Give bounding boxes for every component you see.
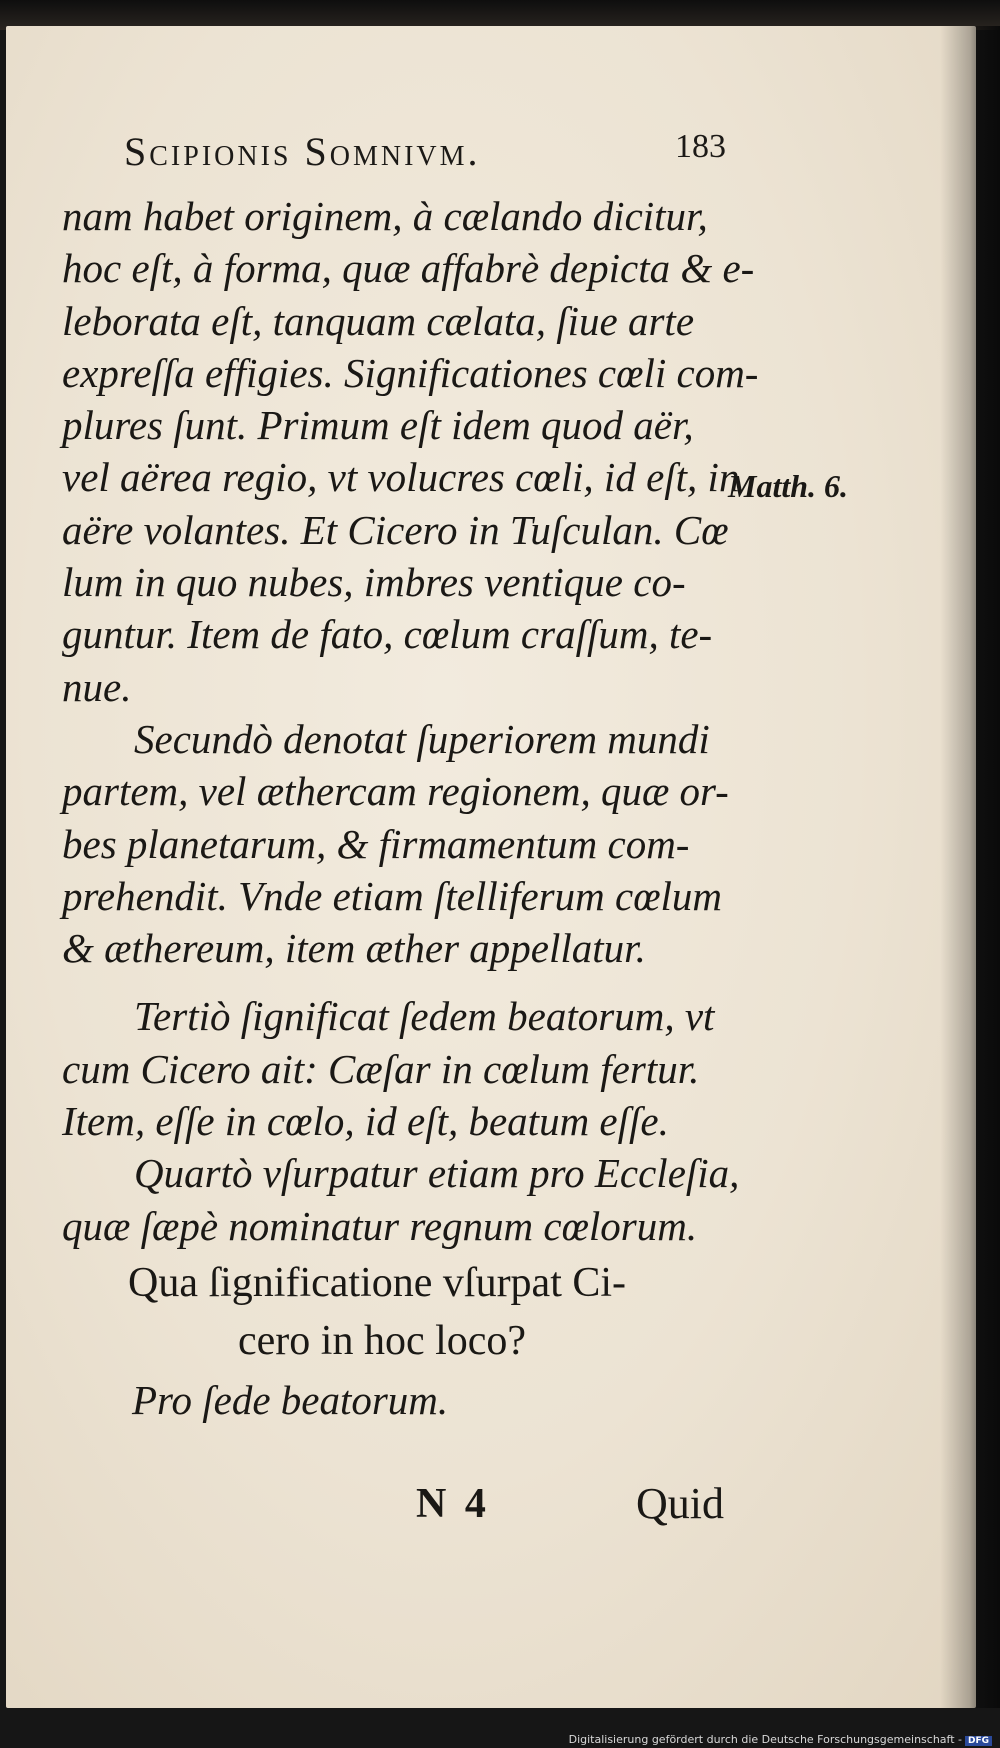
- text-line: nue.: [62, 663, 132, 710]
- catchword: Quid: [636, 1479, 724, 1528]
- text-line: Tertiò ſignificat ſedem beatorum, vt: [134, 993, 715, 1040]
- text-line: guntur. Item de fato, cœlum craſſum, te-: [62, 611, 713, 658]
- text-line: hoc eſt, à forma, quæ affabrè depicta & e-: [62, 245, 755, 292]
- question-line: cero in hoc loco?: [238, 1318, 527, 1364]
- main-text: [62, 190, 759, 1252]
- text-line: Secundò denotat ſuperiorem mundi: [134, 715, 710, 762]
- dfg-logo: DFG: [965, 1736, 992, 1746]
- digitization-credit: [569, 1733, 992, 1746]
- page-number: 183: [675, 128, 726, 165]
- text-line: leborata eſt, tanquam cælata, ſiue arte: [62, 297, 695, 344]
- text-line: expreſſa effigies. Significationes cœli com-: [62, 349, 759, 396]
- text-line: plures ſunt. Primum eſt idem quod aër,: [62, 402, 694, 449]
- running-title: Scipionis Somnivm.: [124, 129, 481, 174]
- text-line: Quartò vſurpatur etiam pro Eccleſia,: [134, 1150, 740, 1197]
- question-line: Qua ſignificatione vſurpat Ci-: [128, 1260, 627, 1306]
- question-heading: [128, 1254, 728, 1370]
- text-line: aëre volantes. Et Cicero in Tuſculan. Cœ: [62, 506, 729, 553]
- answer-text: Pro ſede beatorum.: [132, 1377, 449, 1423]
- text-line: partem, vel æthercam regionem, quæ or-: [62, 768, 729, 815]
- text-line: nam habet originem, à cælando dicitur,: [62, 193, 708, 239]
- signature-mark: N 4: [416, 1481, 490, 1527]
- text-line: cum Cicero ait: Cæſar in cœlum fertur.: [62, 1045, 700, 1092]
- text-line: bes planetarum, & firmamentum com-: [62, 820, 690, 867]
- margin-note: Matth. 6.: [728, 468, 849, 504]
- page-header: [124, 128, 724, 178]
- page-gutter-shadow: [940, 26, 1000, 1708]
- text-line: quæ ſæpè nominatur regnum cœlorum.: [62, 1202, 698, 1249]
- text-line: vel aërea regio, vt volucres cœli, id eſt, in: [62, 454, 740, 501]
- text-line: Item, eſſe in cœlo, id eſt, beatum eſſe.: [62, 1098, 669, 1145]
- text-line: prehendit. Vnde etiam ſtelliferum cœlum: [62, 872, 723, 919]
- text-line: lum in quo nubes, imbres ventique co-: [62, 559, 686, 606]
- text-line: & æthereum, item æther appellatur.: [62, 925, 646, 972]
- credit-text: Digitalisierung gefördert durch die Deutsche Forschungsgemeinschaft -: [568, 1733, 962, 1746]
